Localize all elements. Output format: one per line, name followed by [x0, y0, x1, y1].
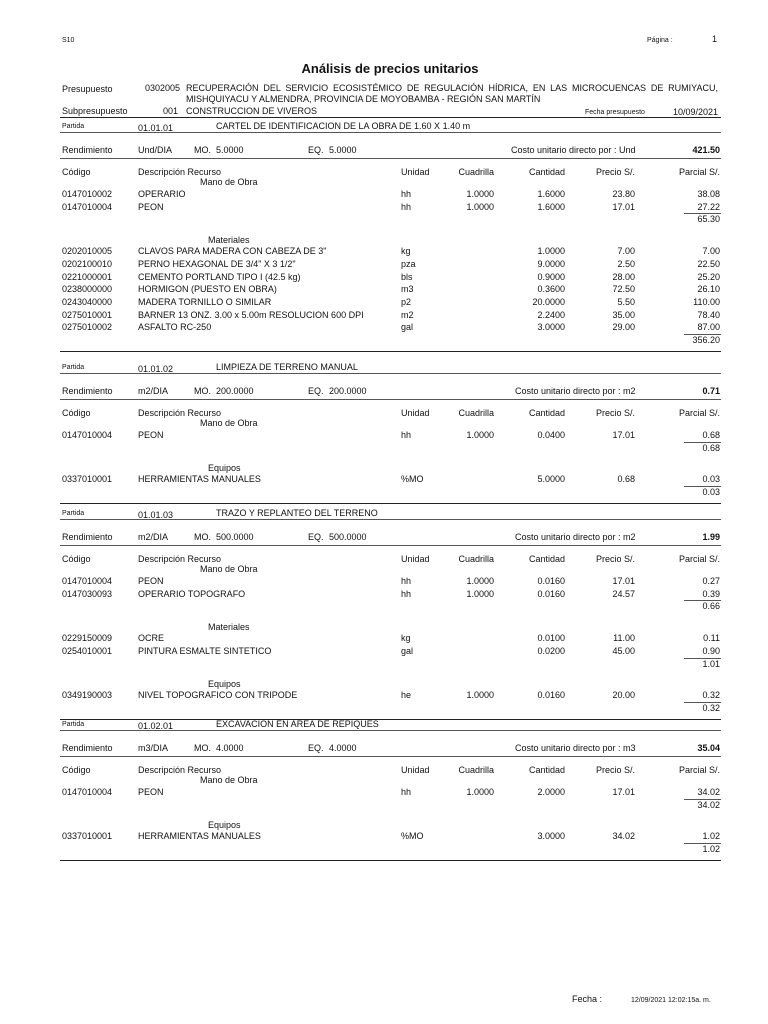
page-title: Análisis de precios unitarios: [301, 61, 479, 76]
resource-description: HORMIGON (PUESTO EN OBRA): [138, 284, 277, 295]
resource-cantidad: 3.0000: [537, 831, 565, 842]
costo-unitario-value: 0.71: [702, 386, 720, 396]
resource-precio: 34.02: [612, 831, 635, 842]
resource-description: NIVEL TOPOGRAFICO CON TRIPODE: [138, 690, 298, 701]
resource-parcial: 78.40: [697, 309, 720, 320]
resource-unit: hh: [401, 430, 412, 440]
resource-cantidad: 0.0100: [537, 633, 565, 644]
col-parcial: Parcial S/.: [678, 765, 720, 775]
resource-parcial: 0.68: [702, 430, 720, 440]
group-title: Mano de Obra: [200, 564, 258, 574]
resource-cuadrilla: 1.0000: [466, 189, 494, 199]
resource-parcial: 0.39: [702, 588, 720, 599]
resource-precio: 17.01: [612, 787, 635, 797]
resource-precio: 45.00: [612, 645, 635, 656]
resource-parcial: 0.32: [702, 690, 720, 701]
resource-description: CLAVOS PARA MADERA CON CABEZA DE 3": [138, 246, 327, 257]
mo-value: 200.0000: [216, 386, 254, 396]
group-title: Equipos: [208, 679, 241, 690]
group-subtotal: 0.66: [702, 601, 720, 612]
resource-description: CEMENTO PORTLAND TIPO I (42.5 kg): [138, 271, 301, 282]
col-parcial: Parcial S/.: [678, 408, 720, 418]
resource-description: BARNER 13 ONZ. 3.00 x 5.00m RESOLUCION 600 DPI: [138, 309, 364, 320]
col-cantidad: Cantidad: [528, 765, 565, 775]
resource-unit: hh: [401, 787, 412, 797]
resource-parcial: 0.03: [702, 474, 720, 485]
resource-description: PEON: [138, 787, 164, 797]
partida-end-divider: [60, 351, 721, 352]
resource-code: 0275010001: [62, 309, 113, 320]
rendimiento-unit: m2/DIA: [138, 532, 169, 542]
presupuesto-code: 0302005: [145, 83, 181, 93]
eq-label: EQ.: [308, 743, 324, 753]
col-codigo: Código: [62, 765, 91, 775]
resource-parcial: 26.10: [697, 284, 720, 295]
col-unidad: Unidad: [401, 765, 430, 775]
group-subtotal: 1.02: [702, 844, 720, 855]
resource-unit: he: [401, 690, 412, 701]
resource-description: PEON: [138, 576, 164, 586]
col-descripcion: Descripción Recurso: [138, 167, 222, 177]
resource-cantidad: 0.0200: [537, 645, 565, 656]
resource-parcial: 22.50: [697, 258, 720, 269]
col-parcial: Parcial S/.: [678, 554, 720, 564]
resource-code: 0221000001: [62, 271, 113, 282]
resource-cuadrilla: 1.0000: [466, 201, 494, 212]
resource-parcial: 38.08: [697, 189, 720, 199]
col-cuadrilla: Cuadrilla: [458, 765, 494, 775]
presupuesto-label: Presupuesto: [62, 84, 113, 94]
rendimiento-divider: [60, 158, 721, 159]
resource-unit: bls: [401, 271, 413, 282]
resource-description: ASFALTO RC-250: [138, 322, 212, 333]
col-descripcion: Descripción Recurso: [138, 765, 222, 775]
rendimiento-label: Rendimiento: [62, 145, 113, 155]
col-descripcion: Descripción Recurso: [138, 554, 222, 564]
resource-precio: 29.00: [612, 322, 635, 333]
partida-code: 01.01.03: [138, 510, 174, 520]
rendimiento-unit: Und/DIA: [138, 145, 173, 155]
resource-cuadrilla: 1.0000: [466, 690, 494, 701]
resource-precio: 20.00: [612, 690, 635, 701]
resource-code: 0147010004: [62, 787, 113, 797]
page-label: Página :: [647, 37, 673, 44]
resource-cantidad: 3.0000: [537, 322, 565, 333]
group-subtotal: 0.68: [702, 442, 720, 453]
rendimiento-unit: m2/DIA: [138, 386, 169, 396]
resource-precio: 17.01: [612, 201, 635, 212]
resource-precio: 28.00: [612, 271, 635, 282]
footer-fecha-value: 12/09/2021 12:02:15a. m.: [631, 997, 711, 1004]
resource-code: 0147010004: [62, 430, 113, 440]
group-subtotal: 0.03: [702, 487, 720, 498]
header-divider: [60, 117, 721, 118]
resource-code: 0349190003: [62, 690, 113, 701]
rendimiento-label: Rendimiento: [62, 532, 113, 542]
resource-description: PERNO HEXAGONAL DE 3/4" X 3 1/2": [138, 258, 296, 269]
resource-cantidad: 0.0400: [537, 430, 565, 440]
resource-unit: kg: [401, 633, 411, 644]
rendimiento-label: Rendimiento: [62, 386, 113, 396]
col-unidad: Unidad: [401, 554, 430, 564]
resource-unit: m2: [401, 309, 414, 320]
resource-unit: m3: [401, 284, 414, 295]
group-title: Materiales: [208, 235, 250, 246]
resource-unit: pza: [401, 258, 416, 269]
group-title: Materiales: [208, 622, 250, 633]
costo-unitario-label: Costo unitario directo por : m2: [515, 532, 636, 542]
col-codigo: Código: [62, 554, 91, 564]
resource-cuadrilla: 1.0000: [466, 588, 494, 599]
resource-description: HERRAMIENTAS MANUALES: [138, 831, 261, 842]
resource-unit: p2: [401, 296, 412, 307]
eq-value: 5.0000: [329, 145, 357, 155]
col-cuadrilla: Cuadrilla: [458, 408, 494, 418]
costo-unitario-label: Costo unitario directo por : m3: [515, 743, 636, 753]
resource-unit: %MO: [401, 474, 424, 485]
resource-description: PINTURA ESMALTE SINTETICO: [138, 645, 272, 656]
subpresupuesto-code: 001: [163, 106, 179, 116]
eq-value: 500.0000: [329, 532, 367, 542]
resource-description: MADERA TORNILLO O SIMILAR: [138, 296, 272, 307]
col-cuadrilla: Cuadrilla: [458, 554, 494, 564]
col-unidad: Unidad: [401, 408, 430, 418]
col-cantidad: Cantidad: [528, 554, 565, 564]
costo-unitario-label: Costo unitario directo por : Und: [511, 145, 636, 155]
partida-code: 01.01.01: [138, 123, 174, 133]
resource-parcial: 110.00: [693, 296, 720, 307]
presupuesto-line1: RECUPERACIÓN DEL SERVICIO ECOSISTÉMICO DE REGULACIÓN HÍDRICA, EN LAS MICROCUENCAS DE RUMIYACU,: [186, 83, 718, 93]
partida-end-divider: [60, 860, 721, 861]
group-title: Mano de Obra: [200, 775, 258, 785]
resource-unit: gal: [401, 322, 414, 333]
partida-divider: [60, 519, 721, 520]
partida-label: Partida: [62, 364, 85, 371]
resource-precio: 23.80: [612, 189, 635, 199]
col-precio: Precio S/.: [595, 167, 635, 177]
resource-unit: %MO: [401, 831, 424, 842]
group-title: Mano de Obra: [200, 418, 258, 428]
resource-code: 0275010002: [62, 322, 113, 333]
resource-unit: hh: [401, 588, 412, 599]
partida-label: Partida: [62, 510, 85, 517]
partida-divider: [60, 730, 721, 731]
resource-cantidad: 2.2400: [537, 309, 565, 320]
partida-label: Partida: [62, 721, 85, 728]
partida-name: EXCAVACION EN AREA DE REPIQUES: [216, 719, 379, 729]
resource-precio: 0.68: [617, 474, 635, 485]
resource-parcial: 0.27: [702, 576, 720, 586]
resource-cantidad: 9.0000: [537, 258, 565, 269]
partida-name: TRAZO Y REPLANTEO DEL TERRENO: [216, 508, 378, 518]
costo-unitario-value: 421.50: [692, 145, 720, 155]
eq-value: 200.0000: [329, 386, 367, 396]
resource-precio: 2.50: [617, 258, 635, 269]
group-title: Equipos: [208, 463, 241, 474]
resource-description: HERRAMIENTAS MANUALES: [138, 474, 261, 485]
resource-precio: 5.50: [617, 296, 635, 307]
col-cuadrilla: Cuadrilla: [458, 167, 494, 177]
resource-code: 0243040000: [62, 296, 113, 307]
costo-unitario-value: 35.04: [697, 743, 720, 753]
presupuesto-line2: MISHQUIYACU Y ALMENDRA, PROVINCIA DE MOYOBAMBA - REGIÓN SAN MARTÍN: [186, 94, 541, 104]
resource-precio: 17.01: [612, 430, 635, 440]
partida-name: CARTEL DE IDENTIFICACION DE LA OBRA DE 1.60 X 1.40 m: [216, 121, 471, 131]
col-unidad: Unidad: [401, 167, 430, 177]
resource-parcial: 34.02: [697, 787, 720, 797]
resource-code: 0147010004: [62, 201, 113, 212]
rendimiento-unit: m3/DIA: [138, 743, 169, 753]
eq-label: EQ.: [308, 145, 324, 155]
mo-label: MO.: [194, 743, 211, 753]
partida-end-divider: [60, 719, 721, 720]
resource-cantidad: 0.9000: [537, 271, 565, 282]
subpresupuesto-name: CONSTRUCCION DE VIVEROS: [186, 106, 318, 116]
resource-cantidad: 1.6000: [537, 201, 565, 212]
page-number: 1: [712, 34, 718, 44]
resource-code: 0229150009: [62, 633, 113, 644]
resource-unit: gal: [401, 645, 414, 656]
resource-cantidad: 0.0160: [537, 588, 565, 599]
col-parcial: Parcial S/.: [678, 167, 720, 177]
resource-unit: kg: [401, 246, 411, 257]
resource-unit: hh: [401, 189, 412, 199]
fecha-presupuesto-value: 10/09/2021: [672, 107, 718, 117]
fecha-presupuesto-label: Fecha presupuesto: [585, 109, 645, 116]
report-code: S10: [62, 37, 75, 44]
rendimiento-divider: [60, 545, 721, 546]
resource-precio: 35.00: [612, 309, 635, 320]
resource-description: PEON: [138, 201, 164, 212]
resource-precio: 24.57: [612, 588, 635, 599]
resource-cantidad: 5.0000: [537, 474, 565, 485]
resource-parcial: 25.20: [697, 271, 720, 282]
resource-precio: 72.50: [612, 284, 635, 295]
resource-description: OCRE: [138, 633, 165, 644]
resource-cuadrilla: 1.0000: [466, 430, 494, 440]
resource-description: PEON: [138, 430, 164, 440]
resource-description: OPERARIO TOPOGRAFO: [138, 588, 246, 599]
eq-label: EQ.: [308, 386, 324, 396]
group-title: Equipos: [208, 820, 241, 831]
col-codigo: Código: [62, 167, 91, 177]
resource-code: 0254010001: [62, 645, 113, 656]
mo-label: MO.: [194, 145, 211, 155]
rendimiento-label: Rendimiento: [62, 743, 113, 753]
resource-cantidad: 1.6000: [537, 189, 565, 199]
costo-unitario-value: 1.99: [702, 532, 720, 542]
group-subtotal: 34.02: [697, 799, 720, 810]
resource-cantidad: 1.0000: [537, 246, 565, 257]
partida-code: 01.02.01: [138, 721, 174, 731]
resource-description: OPERARIO: [138, 189, 186, 199]
resource-cuadrilla: 1.0000: [466, 787, 494, 797]
mo-value: 5.0000: [216, 145, 244, 155]
mo-label: MO.: [194, 386, 211, 396]
partida-divider: [60, 373, 721, 374]
group-subtotal: 1.01: [702, 658, 720, 669]
partida-code: 01.01.02: [138, 364, 174, 374]
eq-label: EQ.: [308, 532, 324, 542]
resource-cantidad: 20.0000: [532, 296, 565, 307]
resource-unit: hh: [401, 576, 412, 586]
col-cantidad: Cantidad: [528, 408, 565, 418]
col-precio: Precio S/.: [595, 765, 635, 775]
rendimiento-divider: [60, 399, 721, 400]
group-subtotal: 0.32: [702, 702, 720, 713]
resource-code: 0337010001: [62, 831, 113, 842]
col-cantidad: Cantidad: [528, 167, 565, 177]
resource-precio: 7.00: [617, 246, 635, 257]
resource-parcial: 0.90: [702, 645, 720, 656]
resource-cantidad: 2.0000: [537, 787, 565, 797]
resource-cuadrilla: 1.0000: [466, 576, 494, 586]
partida-label: Partida: [62, 123, 85, 130]
partida-divider: [60, 132, 721, 133]
resource-parcial: 27.22: [697, 201, 720, 212]
resource-code: 0147030093: [62, 588, 113, 599]
costo-unitario-label: Costo unitario directo por : m2: [515, 386, 636, 396]
col-codigo: Código: [62, 408, 91, 418]
subpresupuesto-label: Subpresupuesto: [62, 106, 128, 116]
resource-parcial: 87.00: [697, 322, 720, 333]
resource-code: 0202010005: [62, 246, 113, 257]
group-title: Mano de Obra: [200, 177, 258, 187]
col-precio: Precio S/.: [595, 554, 635, 564]
resource-precio: 11.00: [613, 633, 635, 644]
footer-fecha-label: Fecha :: [572, 994, 603, 1004]
resource-code: 0337010001: [62, 474, 113, 485]
resource-code: 0238000000: [62, 284, 113, 295]
resource-unit: hh: [401, 201, 412, 212]
group-subtotal: 356.20: [692, 335, 720, 345]
resource-code: 0147010004: [62, 576, 113, 586]
col-precio: Precio S/.: [595, 408, 635, 418]
group-subtotal: 65.30: [697, 214, 720, 225]
partida-name: LIMPIEZA DE TERRENO MANUAL: [216, 362, 358, 372]
resource-cantidad: 0.3600: [537, 284, 565, 295]
resource-parcial: 1.02: [702, 831, 720, 842]
eq-value: 4.0000: [329, 743, 357, 753]
rendimiento-divider: [60, 756, 721, 757]
resource-parcial: 7.00: [702, 246, 720, 257]
col-descripcion: Descripción Recurso: [138, 408, 222, 418]
resource-cantidad: 0.0160: [537, 690, 565, 701]
resource-precio: 17.01: [612, 576, 635, 586]
mo-label: MO.: [194, 532, 211, 542]
resource-cantidad: 0.0160: [537, 576, 565, 586]
mo-value: 500.0000: [216, 532, 254, 542]
mo-value: 4.0000: [216, 743, 244, 753]
resource-parcial: 0.11: [703, 633, 720, 644]
partida-end-divider: [60, 503, 721, 504]
resource-code: 0147010002: [62, 189, 113, 199]
resource-code: 0202100010: [62, 258, 113, 269]
